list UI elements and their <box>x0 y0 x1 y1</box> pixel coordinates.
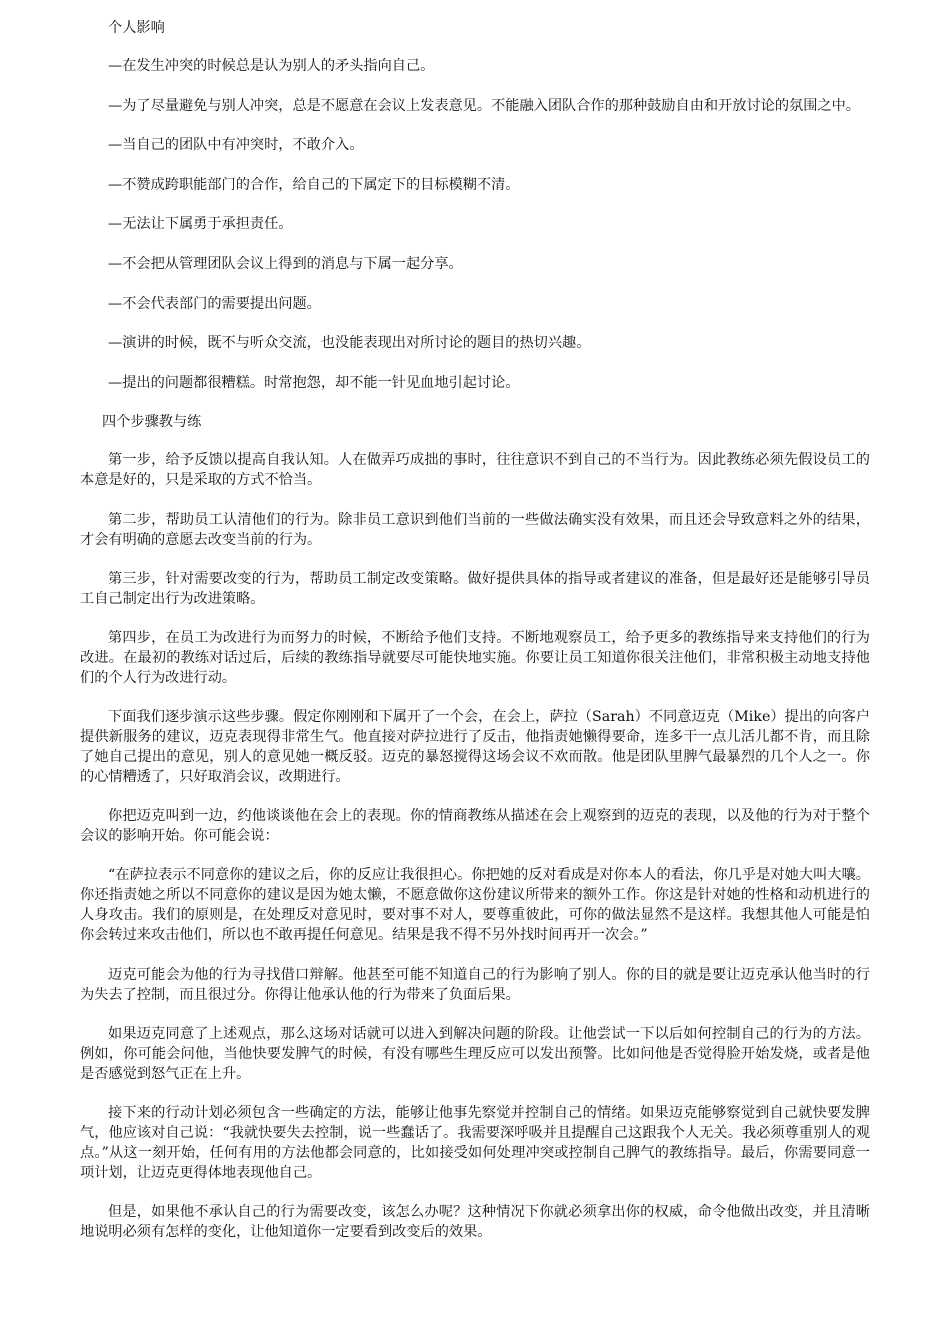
paragraph-talk-to-mike: 你把迈克叫到一边，约他谈谈他在会上的表现。你的情商教练从描述在会上观察到的迈克的表现，以及他的行为对于整个会议的影响开始。你可能会说： <box>80 808 870 845</box>
bullet-item: —不会代表部门的需要提出问题。 <box>108 295 321 312</box>
bullet-item: —当自己的团队中有冲突时，不敢介入。 <box>108 137 364 154</box>
paragraph-step-one: 第一步，给予反馈以提高自我认知。人在做弄巧成拙的事时，往往意识不到自己的不当行为。因此教练必须先假设员工的本意是好的，只是采取的方式不恰当。 <box>80 452 870 489</box>
bullet-item: —为了尽量避免与别人冲突，总是不愿意在会议上发表意见。不能融入团队合作的那种鼓励自由和开放讨论的氛围之中。 <box>108 97 860 114</box>
bullet-item: —在发生冲突的时候总是认为别人的矛头指向自己。 <box>108 58 435 74</box>
bullet-item: —提出的问题都很糟糕。时常抱怨，却不能一针见血地引起讨论。 <box>108 374 520 391</box>
bullet-item: —无法让下属勇于承担责任。 <box>108 216 293 233</box>
document-page <box>80 18 870 1261</box>
section-heading-personal-impact: 个人影响 <box>108 20 165 36</box>
paragraph-problem-solving: 如果迈克同意了上述观点，那么这场对话就可以进入到解决问题的阶段。让他尝试一下以后如何控制自己的行为的方法。例如，你可能会问他，当他快要发脾气的时候，有没有哪些生理反应可以发出预警。比如问他是否觉得脸开始发烧，或者是他是否感觉到怒气正在上升。 <box>80 1025 870 1082</box>
paragraph-excuses: 迈克可能会为他的行为寻找借口辩解。他甚至可能不知道自己的行为影响了别人。你的目的就是要让迈克承认他当时的行为失去了控制，而且很过分。你得让他承认他的行为带来了负面后果。 <box>80 966 870 1003</box>
paragraph-demo-scenario: 下面我们逐步演示这些步骤。假定你刚刚和下属开了一个会，在会上，萨拉（Sarah）不同意迈克（Mike）提出的向客户提供新服务的建议，迈克表现得非常生气。他直接对萨拉进行了反击，他指责她懒得要命，连多干一点儿活儿都不肯，而且除了她自己提出的意见，别人的意见她一概反驳。迈克的暴怒搅得这场会议不欢而散。他是团队里脾气最暴烈的几个人之一。你的心情糟透了，只好取消会议，改期进行。 <box>80 709 870 786</box>
bullet-item: —演讲的时候，既不与听众交流，也没能表现出对所讨论的题目的热切兴趣。 <box>108 335 591 352</box>
paragraph-action-plan: 接下来的行动计划必须包含一些确定的方法，能够让他事先察觉并控制自己的情绪。如果迈克能够察觉到自己就快要发脾气，他应该对自己说：“我就快要失去控制，说一些蠢话了。我需要深呼吸并且提醒自己这跟我个人无关。我必须尊重别人的观点。”从这一刻开始，任何有用的方法他都会同意的，比如接受如何处理冲突或控制自己脾气的教练指导。最后，你需要同意一项计划，让迈克更得体地表现他自己。 <box>80 1105 870 1182</box>
bullet-item: —不会把从管理团队会议上得到的消息与下属一起分享。 <box>108 255 463 272</box>
paragraph-step-four: 第四步，在员工为改进行为而努力的时候，不断给予他们支持。不断地观察员工，给予更多的教练指导来支持他们的行为改进。在最初的教练对话过后，后续的教练指导就要尽可能快地实施。你要让员工知道你很关注他们，非常积极主动地支持他们的个人行为改进行动。 <box>80 629 870 686</box>
paragraph-authority: 但是，如果他不承认自己的行为需要改变，该怎么办呢？这种情况下你就必须拿出你的权威，命令他做出改变，并且清晰地说明必须有怎样的变化，让他知道你一定要看到改变后的效果。 <box>80 1204 870 1241</box>
paragraph-quote: “在萨拉表示不同意你的建议之后，你的反应让我很担心。你把她的反对看成是对你本人的看法，你几乎是对她大叫大嚷。你还指责她之所以不同意你的建议是因为她太懒，不愿意做你这份建议所带来的额外工作。你这是针对她的性格和动机进行的人身攻击。我们的原则是，在处理反对意见时，要对事不对人，要尊重彼此，可你的做法显然不是这样。我想其他人可能是怕你会转过来攻击他们，所以也不敢再提任何意见。结果是我不得不另外找时间再开一次会。” <box>80 867 870 944</box>
section-heading-four-steps: 四个步骤教与练 <box>102 414 202 431</box>
paragraph-step-two: 第二步，帮助员工认清他们的行为。除非员工意识到他们当前的一些做法确实没有效果，而且还会导致意料之外的结果，才会有明确的意愿去改变当前的行为。 <box>80 511 870 548</box>
paragraph-step-three: 第三步，针对需要改变的行为，帮助员工制定改变策略。做好提供具体的指导或者建议的准备，但是最好还是能够引导员工自己制定出行为改进策略。 <box>80 570 870 607</box>
bullet-item: —不赞成跨职能部门的合作，给自己的下属定下的目标模糊不清。 <box>108 176 520 193</box>
